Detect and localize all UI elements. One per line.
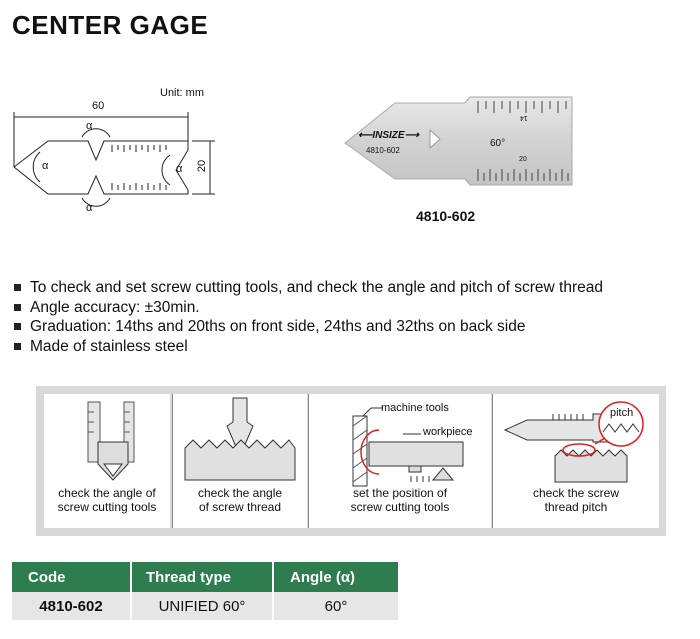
model-caption: 4810-602 [416, 208, 476, 224]
usage-caption: check the angle of screw thread [197, 486, 283, 514]
cell-thread-type: UNIFIED 60° [131, 592, 273, 620]
column-header-code: Code [12, 562, 131, 592]
brand-name: INSIZE [372, 130, 405, 141]
tool-angle-illustration [44, 394, 170, 484]
cell-code: 4810-602 [12, 592, 131, 620]
thread-pitch-illustration [493, 394, 659, 494]
bullet-icon [14, 343, 21, 350]
angle-label-bottom: α [86, 202, 93, 214]
thread-angle-illustration [173, 394, 307, 484]
brand-arrow-right-icon: ⟶ [404, 130, 419, 141]
table-row [12, 592, 399, 620]
table-header-row [12, 562, 399, 592]
feature-list [12, 278, 603, 356]
usage-panel-tool-position [308, 394, 491, 528]
product-photo [340, 95, 585, 195]
dimension-drawing [0, 0, 230, 240]
feature-item: Graduation: 14ths and 20ths on front side, 24ths and 32ths on back side [12, 317, 603, 337]
photo-scale-bottom: 20 [519, 156, 527, 163]
center-gage-outline-drawing [0, 0, 230, 240]
usage-illustrations [36, 386, 666, 536]
usage-panel-thread-pitch [492, 394, 659, 528]
photo-model-mark: 4810-602 [366, 146, 400, 155]
height-dimension: 20 [196, 159, 209, 173]
unit-label: Unit: mm [160, 87, 204, 99]
feature-item: Made of stainless steel [12, 337, 603, 357]
usage-caption: check the screw thread pitch [532, 486, 620, 514]
usage-caption: set the position of screw cutting tools [350, 486, 450, 514]
usage-panel-tool-angle [44, 394, 170, 528]
brand-mark [358, 130, 419, 141]
pitch-label: pitch [610, 407, 634, 419]
photo-scale-top: 14 [520, 114, 528, 121]
bullet-icon [14, 284, 21, 291]
center-gage-photo [340, 95, 585, 195]
usage-panel-thread-angle [172, 394, 307, 528]
brand-arrow-left-icon: ⟵ [358, 130, 373, 141]
photo-angle-mark: 60° [490, 138, 506, 149]
usage-caption: check the angle of screw cutting tools [57, 486, 157, 514]
page-title: CENTER GAGE [12, 10, 209, 40]
angle-label-top: α [86, 120, 93, 132]
width-dimension: 60 [92, 100, 105, 112]
angle-label-left: α [42, 160, 49, 172]
cell-angle: 60° [273, 592, 399, 620]
feature-item: Angle accuracy: ±30min. [12, 298, 603, 318]
angle-label-right: α [176, 163, 183, 175]
column-header-angle: Angle (α) [273, 562, 399, 592]
column-header-thread-type: Thread type [131, 562, 273, 592]
bullet-icon [14, 323, 21, 330]
bullet-icon [14, 304, 21, 311]
feature-item: To check and set screw cutting tools, and check the angle and pitch of screw thread [12, 278, 603, 298]
workpiece-label: workpiece [423, 426, 473, 438]
machine-tools-label: machine tools [381, 402, 449, 414]
spec-table [12, 562, 400, 620]
